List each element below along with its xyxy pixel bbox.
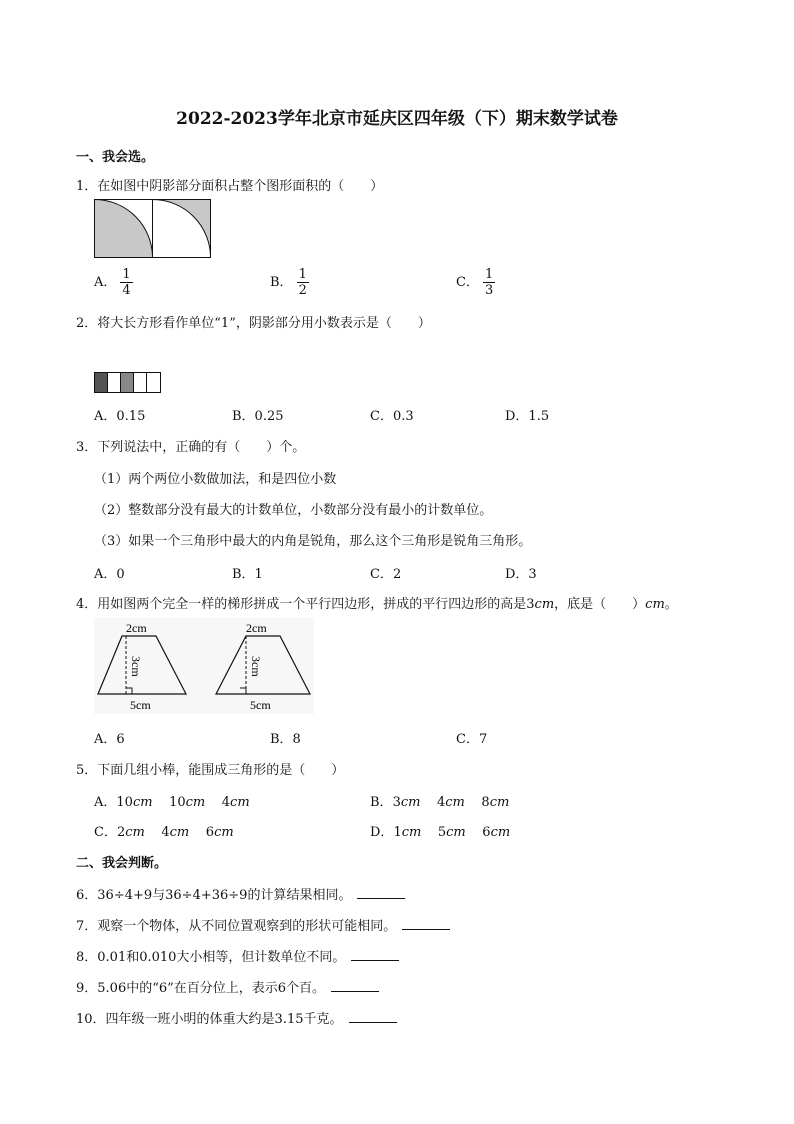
question-4-figure — [94, 618, 314, 714]
value: 6 — [482, 825, 491, 840]
unit: cm — [132, 795, 153, 810]
denominator: 4 — [122, 283, 131, 298]
trapezoid-bottom-label: 5cm — [130, 698, 151, 712]
question-3-text: 3．下列说法中，正确的有（ ）个。 — [76, 440, 306, 455]
unit: cm — [534, 597, 555, 612]
question-2-figure — [94, 372, 166, 394]
question-2-text: 2．将大长方形看作单位“1”，阴影部分用小数表示是（ ） — [76, 316, 431, 331]
question-1-figure — [94, 199, 214, 259]
unit: cm — [400, 795, 421, 810]
answer-blank[interactable] — [357, 886, 405, 899]
trapezoid-top-label: 2cm — [246, 621, 267, 635]
question-4-text — [76, 593, 678, 612]
option-letter: D． — [370, 825, 394, 840]
value: 10 — [169, 795, 186, 810]
unit: cm — [230, 795, 250, 810]
question-4-text-c: 。 — [664, 597, 678, 612]
option-letter: C． — [456, 275, 479, 290]
question-1-option-a[interactable] — [94, 267, 133, 298]
value: 4 — [436, 795, 446, 810]
question-2-option-b[interactable]: B．0.25 — [232, 409, 284, 424]
numerator: 1 — [122, 267, 131, 282]
unit: cm — [490, 825, 511, 840]
unit: cm — [645, 597, 665, 612]
judge-text: 8．0.01和0.010大小相等，但计数单位不同。 — [76, 950, 346, 965]
fraction — [120, 267, 132, 298]
section-heading-judge: 二、我会判断。 — [76, 856, 168, 871]
question-1-option-c[interactable] — [456, 267, 495, 298]
answer-blank[interactable] — [331, 979, 379, 992]
judge-text: 10．四年级一班小明的体重大约是3.15千克。 — [76, 1012, 343, 1027]
unit: cm — [169, 825, 190, 840]
trapezoid-top-label: 2cm — [126, 621, 147, 635]
numerator: 1 — [298, 267, 307, 282]
question-5-option-d[interactable] — [370, 821, 510, 840]
question-5-option-a[interactable] — [94, 791, 250, 810]
section-heading-choice: 一、我会选。 — [76, 150, 155, 165]
question-3-option-d[interactable]: D．3 — [505, 567, 537, 582]
denominator: 3 — [484, 283, 494, 298]
question-1-option-b[interactable] — [270, 267, 309, 298]
question-3-statement-1: （1）两个两位小数做加法，和是四位小数 — [94, 472, 337, 487]
value: 1 — [393, 825, 402, 840]
judge-text: 9．5.06中的“6”在百分位上，表示6个百。 — [76, 981, 326, 996]
value: 3 — [392, 795, 401, 810]
value: 4 — [161, 825, 170, 840]
trapezoid-height-label: 3cm — [129, 656, 143, 677]
question-5-option-c[interactable] — [94, 821, 234, 840]
judge-item-7 — [76, 915, 450, 934]
unit: cm — [401, 825, 422, 840]
page-title: 2022-2023学年北京市延庆区四年级（下）期末数学试卷 — [176, 109, 618, 129]
option-letter: B． — [270, 275, 293, 290]
question-3-statement-2: （2）整数部分没有最大的计数单位，小数部分没有最小的计数单位。 — [94, 503, 493, 518]
value: 8 — [481, 795, 490, 810]
unit: cm — [445, 795, 465, 810]
question-4-text-a: 4．用如图两个完全一样的梯形拼成一个平行四边形，拼成的平行四边形的高是3 — [76, 597, 535, 612]
question-3-option-b[interactable]: B．1 — [232, 567, 263, 582]
denominator: 2 — [298, 283, 307, 298]
unit: cm — [446, 825, 466, 840]
option-letter: A． — [94, 795, 117, 810]
value: 5 — [437, 825, 447, 840]
judge-item-6 — [76, 884, 405, 903]
judge-item-8 — [76, 946, 399, 965]
fraction — [483, 267, 495, 298]
question-2-option-d[interactable]: D．1.5 — [505, 409, 550, 424]
question-2-option-c[interactable]: C．0.3 — [370, 409, 414, 424]
answer-blank[interactable] — [349, 1010, 397, 1023]
judge-text: 7．观察一个物体，从不同位置观察到的形状可能相同。 — [76, 919, 397, 934]
trapezoid-height-label: 3cm — [249, 656, 263, 677]
option-letter: B． — [370, 795, 393, 810]
question-2-option-a[interactable]: A．0.15 — [94, 409, 146, 424]
question-4-option-a[interactable]: A．6 — [94, 732, 125, 747]
unit: cm — [214, 825, 234, 840]
question-3-statement-3: （3）如果一个三角形中最大的内角是锐角，那么这个三角形是锐角三角形。 — [94, 534, 532, 549]
fraction — [297, 267, 309, 298]
value: 2 — [116, 825, 126, 840]
unit: cm — [489, 795, 510, 810]
unit: cm — [185, 795, 206, 810]
question-1-text: 1．在如图中阴影部分面积占整个图形面积的（ ） — [76, 179, 384, 194]
judge-text: 6．36÷4+9与36÷4+36÷9的计算结果相同。 — [76, 888, 352, 903]
question-4-text-b: ，底是（ ） — [554, 597, 646, 612]
question-3-option-c[interactable]: C．2 — [370, 567, 402, 582]
option-letter: C． — [94, 825, 117, 840]
unit: cm — [125, 825, 145, 840]
numerator: 1 — [484, 267, 494, 282]
question-4-option-c[interactable]: C．7 — [456, 732, 488, 747]
option-letter: A． — [94, 275, 117, 290]
value: 10 — [116, 795, 133, 810]
question-4-option-b[interactable]: B．8 — [270, 732, 301, 747]
answer-blank[interactable] — [351, 948, 399, 961]
value: 6 — [205, 825, 215, 840]
question-5-option-b[interactable] — [370, 791, 509, 810]
answer-blank[interactable] — [402, 917, 450, 930]
judge-item-9 — [76, 977, 379, 996]
value: 4 — [221, 795, 231, 810]
question-3-option-a[interactable]: A．0 — [94, 567, 125, 582]
judge-item-10 — [76, 1008, 397, 1027]
trapezoid-bottom-label: 5cm — [250, 698, 271, 712]
question-5-text: 5．下面几组小棒，能围成三角形的是（ ） — [76, 763, 345, 778]
